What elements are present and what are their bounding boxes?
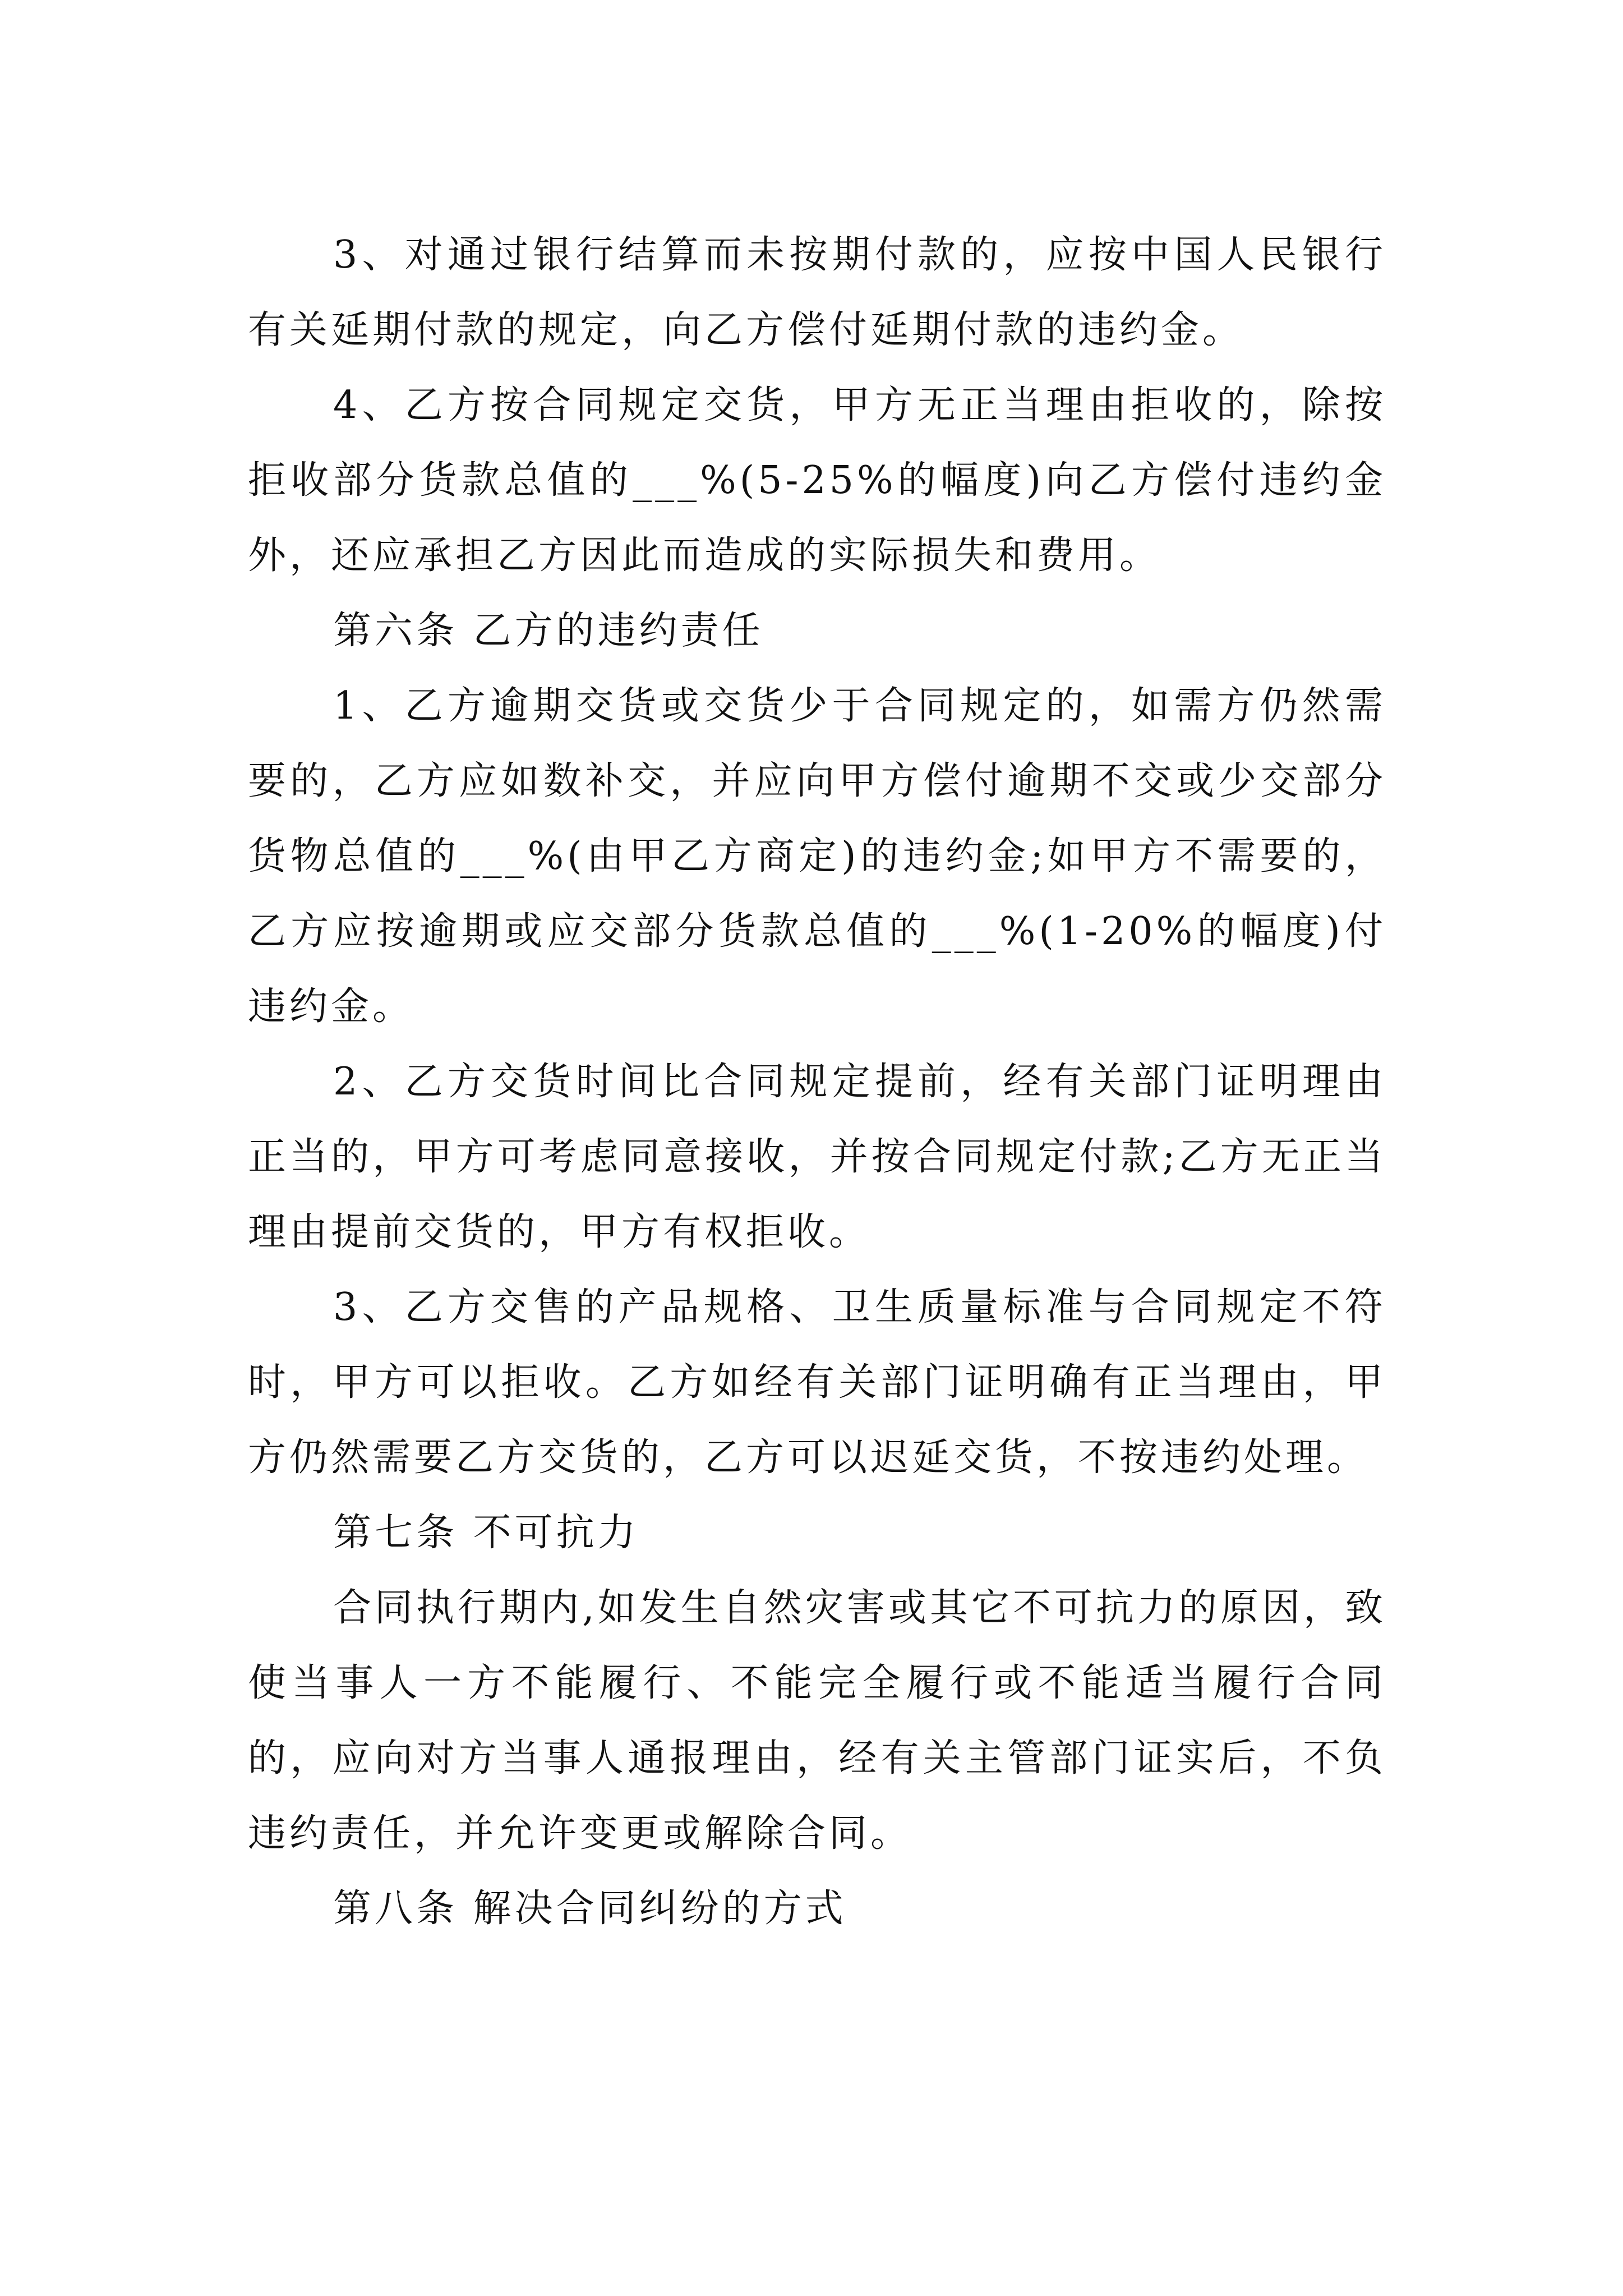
clause-4-refusal-of-goods: 4、乙方按合同规定交货，甲方无正当理由拒收的，除按拒收部分货款总值的___%(5-25%的幅度)向乙方偿付违约金外，还应承担乙方因此而造成的实际损失和费用。 [248, 383, 1386, 578]
article-8-heading: 第八条 解决合同纠纷的方式 [333, 1887, 847, 1931]
article-6-heading: 第六条 乙方的违约责任 [333, 609, 764, 653]
clause-3-late-bank-payment: 3、对通过银行结算而未按期付款的，应按中国人民银行有关延期付款的规定，向乙方偿付延期付款的违约金。 [248, 233, 1386, 352]
document-body [248, 218, 1386, 1947]
article-7-body: 合同执行期内,如发生自然灾害或其它不可抗力的原因，致使当事人一方不能履行、不能完全履行或不能适当履行合同的，应向对方当事人通报理由，经有关主管部门证实后，不负违约责任，并允许变更或解除合同。 [248, 1586, 1386, 1856]
article-6-clause-1: 1、乙方逾期交货或交货少于合同规定的，如需方仍然需要的，乙方应如数补交，并应向甲方偿付逾期不交或少交部分货物总值的___%(由甲乙方商定)的违约金;如甲方不需要的，乙方应按逾期或应交部分货款总值的___%(1-20%的幅度)付违约金。 [248, 684, 1386, 1029]
article-7-heading: 第七条 不可抗力 [333, 1511, 639, 1555]
article-6-clause-3: 3、乙方交售的产品规格、卫生质量标准与合同规定不符时，甲方可以拒收。乙方如经有关部门证明确有正当理由，甲方仍然需要乙方交货的，乙方可以迟延交货，不按违约处理。 [248, 1285, 1386, 1480]
article-6-clause-2: 2、乙方交货时间比合同规定提前，经有关部门证明理由正当的，甲方可考虑同意接收，并按合同规定付款;乙方无正当理由提前交货的，甲方有权拒收。 [248, 1060, 1386, 1254]
